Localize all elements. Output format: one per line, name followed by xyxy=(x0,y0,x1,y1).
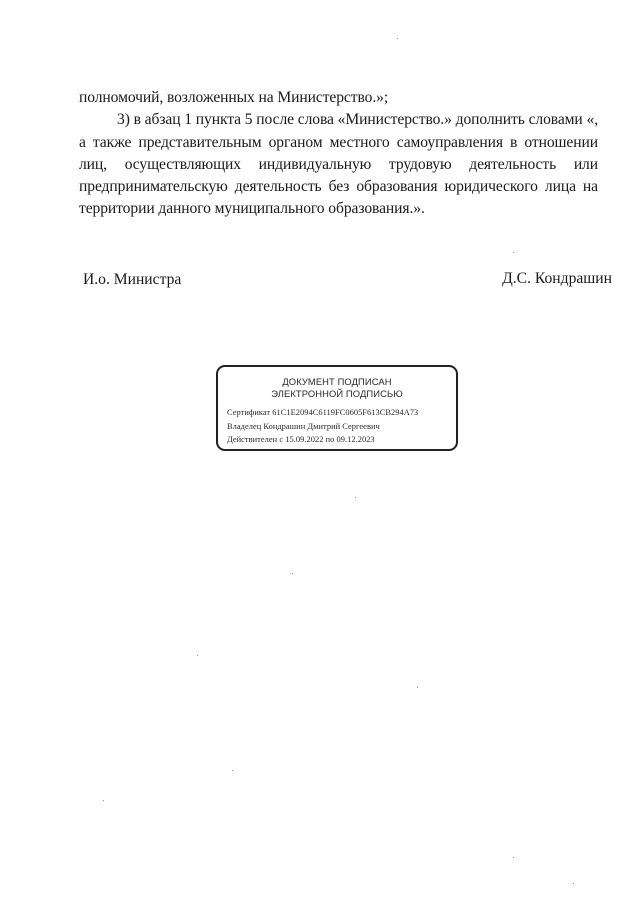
stamp-validity: Действителен с 15.09.2022 по 09.12.2023 xyxy=(227,435,375,444)
scan-speck xyxy=(232,770,233,771)
stamp-owner: Владелец Кондрашин Дмитрий Сергеевич xyxy=(227,422,380,431)
body-paragraph-item-3: 3) в абзац 1 пункта 5 после слова «Министерство.» дополнить словами «, а также представительным органом местного самоуправления в отношении лиц, осуществляющих индивидуальную трудовую деятельность или предпринимательскую деятельность без образования юридического лица на территории данного муниципального образования.». xyxy=(79,111,598,218)
scan-speck xyxy=(397,38,398,39)
electronic-signature-stamp xyxy=(216,365,458,451)
stamp-title-line-1: ДОКУМЕНТ ПОДПИСАН xyxy=(282,376,392,387)
signatory-position: И.о. Министра xyxy=(83,271,182,288)
signatory-name: Д.С. Кондрашин xyxy=(502,270,612,287)
scan-speck xyxy=(292,573,293,574)
stamp-certificate: Сертификат 61C1E2094C6119FC0605F613CB294A73 xyxy=(227,408,419,417)
scan-speck xyxy=(103,800,104,801)
scan-speck xyxy=(573,883,574,884)
body-line-continuation: полномочий, возложенных на Министерство.»; xyxy=(79,89,389,106)
scan-speck xyxy=(197,655,198,656)
scan-speck xyxy=(513,857,514,858)
stamp-title xyxy=(218,376,456,399)
document-body xyxy=(79,87,598,221)
scan-speck xyxy=(417,687,418,688)
scan-speck xyxy=(355,497,356,498)
stamp-title-line-2: ЭЛЕКТРОННОЙ ПОДПИСЬЮ xyxy=(271,387,403,399)
scan-speck xyxy=(513,252,514,253)
